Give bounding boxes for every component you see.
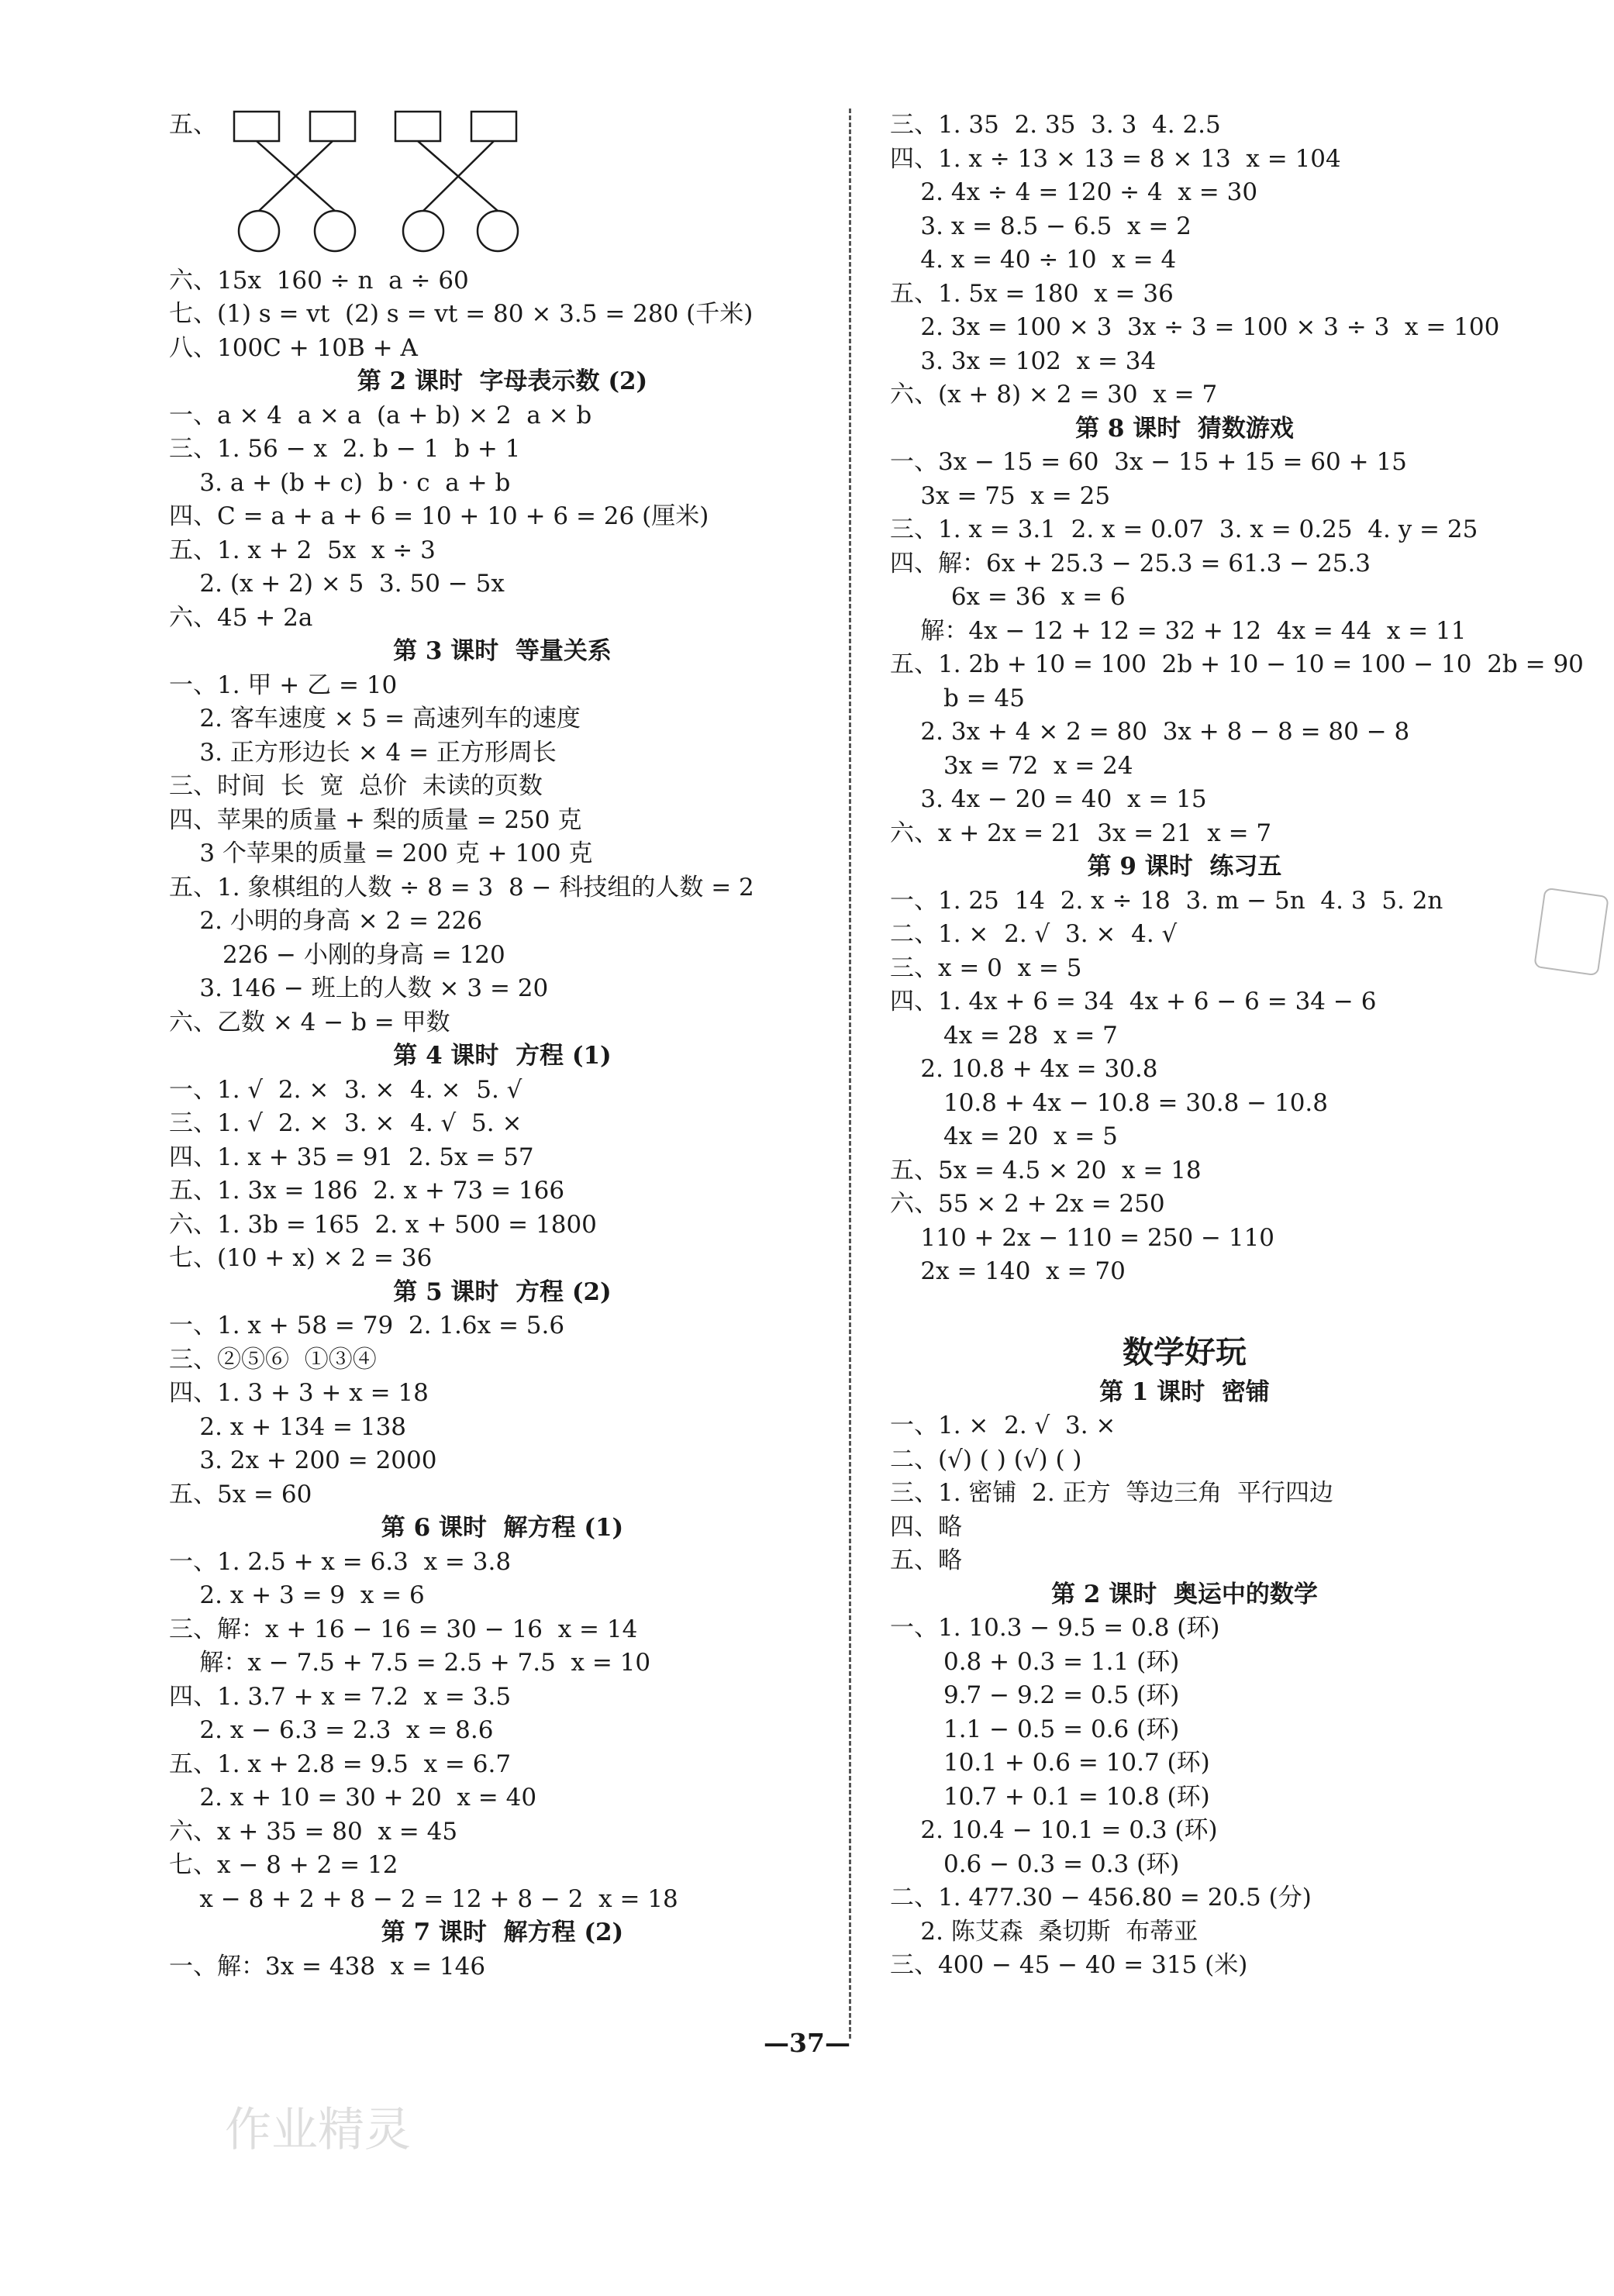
- answer-line: 四、C = a + a + 6 = 10 + 10 + 6 = 26 (厘米): [169, 502, 709, 530]
- answer-circle: [239, 211, 279, 251]
- answer-line: 五、1. x + 2 5x x ÷ 3: [169, 536, 436, 564]
- answer-line: 六、x + 2x = 21 3x = 21 x = 7: [890, 819, 1272, 847]
- answer-line: 一、1. 2.5 + x = 6.3 x = 3.8: [169, 1547, 512, 1576]
- answer-line: b = 45: [890, 684, 1025, 712]
- answer-line: 三、1. 56 − x 2. b − 1 b + 1: [169, 435, 521, 463]
- page-number: —37—: [764, 2028, 850, 2058]
- section-heading: 第 8 课时 猜数游戏: [1075, 414, 1294, 443]
- answer-circle: [315, 211, 355, 251]
- answer-line: 六、55 × 2 + 2x = 250: [890, 1190, 1165, 1218]
- answer-line: 2x = 140 x = 70: [890, 1257, 1126, 1285]
- answer-line: 3. 4x − 20 = 40 x = 15: [890, 785, 1207, 813]
- answer-line: 四、1. 3.7 + x = 7.2 x = 3.5: [169, 1682, 512, 1711]
- answer-line: 五、5x = 4.5 × 20 x = 18: [890, 1156, 1202, 1184]
- section-heading: 第 5 课时 方程 (2): [393, 1277, 612, 1306]
- answer-line: 三、x = 0 x = 5: [890, 953, 1082, 982]
- answer-line: 2. 4x ÷ 4 = 120 ÷ 4 x = 30: [890, 178, 1258, 206]
- answer-line: 2. 小明的身高 × 2 = 226: [169, 907, 483, 935]
- matching-line: [259, 141, 333, 211]
- left-column: [169, 109, 836, 1984]
- answer-circle: [478, 211, 518, 251]
- answer-line: 三、400 − 45 − 40 = 315 (米): [890, 1951, 1248, 1979]
- answer-line: 四、苹果的质量 + 梨的质量 = 250 克: [169, 805, 582, 834]
- answer-line: 2. x + 134 = 138: [169, 1412, 407, 1441]
- answer-line: 解：4x − 12 + 12 = 32 + 12 4x = 44 x = 11: [890, 616, 1467, 645]
- answer-line: 三、②⑤⑥ ①③④: [169, 1345, 377, 1374]
- answer-line: 226 − 小刚的身高 = 120: [169, 940, 505, 969]
- answer-line: 一、1. 25 14 2. x ÷ 18 3. m − 5n 4. 3 5. 2n: [890, 886, 1443, 915]
- answer-line: 一、a × 4 a × a (a + b) × 2 a × b: [169, 401, 592, 429]
- answer-line: 七、(1) s = vt (2) s = vt = 80 × 3.5 = 280 (千米): [169, 300, 754, 328]
- watermark-text: 作业精灵: [225, 2103, 411, 2157]
- answer-line: 五、5x = 60: [169, 1480, 312, 1508]
- answer-line: 六、15x 160 ÷ n a ÷ 60: [169, 266, 469, 295]
- answer-line: 2. x + 3 = 9 x = 6: [169, 1581, 425, 1609]
- answer-line: 解：x − 7.5 + 7.5 = 2.5 + 7.5 x = 10: [169, 1649, 651, 1677]
- answer-line: 3x = 75 x = 25: [890, 481, 1111, 510]
- matching-diagram-row: [169, 109, 836, 264]
- answer-line: 七、(10 + x) × 2 = 36: [169, 1244, 433, 1272]
- answer-line: 三、1. x = 3.1 2. x = 0.07 3. x = 0.25 4. y = 25: [890, 515, 1478, 543]
- answer-line: 10.7 + 0.1 = 10.8 (环): [890, 1782, 1210, 1811]
- answer-line: 五、略: [890, 1546, 962, 1574]
- answer-line: 四、解：6x + 25.3 − 25.3 = 61.3 − 25.3: [890, 549, 1371, 577]
- answer-line: 一、1. 甲 + 乙 = 10: [169, 671, 398, 699]
- answer-line: 二、1. × 2. √ 3. × 4. √: [890, 920, 1178, 948]
- answer-box: [234, 112, 279, 141]
- answer-line: 3. a + (b + c) b · c a + b: [169, 468, 511, 497]
- section-heading: 数学好玩: [1123, 1333, 1247, 1370]
- answer-line: 一、解：3x = 438 x = 146: [169, 1952, 486, 1981]
- answer-line: 三、1. 密铺 2. 正方 等边三角 平行四边: [890, 1479, 1333, 1507]
- section-heading: 第 4 课时 方程 (1): [393, 1042, 612, 1070]
- section-heading: 第 1 课时 密铺: [1099, 1377, 1270, 1406]
- answer-line: 八、100C + 10B + A: [169, 333, 418, 362]
- answer-line: 2. x + 10 = 30 + 20 x = 40: [169, 1784, 537, 1812]
- answer-line: 3. 3x = 102 x = 34: [890, 346, 1157, 375]
- answer-line: 10.8 + 4x − 10.8 = 30.8 − 10.8: [890, 1088, 1329, 1117]
- answer-line: 六、1. 3b = 165 2. x + 500 = 1800: [169, 1210, 597, 1239]
- answer-line: 一、1. √ 2. × 3. × 4. × 5. √: [169, 1075, 522, 1104]
- answer-line: 一、1. x + 58 = 79 2. 1.6x = 5.6: [169, 1312, 565, 1339]
- answer-line: 三、1. √ 2. × 3. × 4. √ 5. ×: [169, 1109, 522, 1137]
- answer-box: [395, 112, 440, 141]
- answer-line: 一、1. 10.3 − 9.5 = 0.8 (环): [890, 1614, 1220, 1642]
- section-heading: 第 7 课时 解方程 (2): [381, 1919, 624, 1946]
- answer-line: 10.1 + 0.6 = 10.7 (环): [890, 1749, 1210, 1777]
- section-heading: 第 6 课时 解方程 (1): [381, 1514, 624, 1542]
- answer-line: 0.6 − 0.3 = 0.3 (环): [890, 1850, 1180, 1878]
- answer-line: 4x = 28 x = 7: [890, 1021, 1118, 1050]
- question-label: 五、: [169, 111, 217, 139]
- answer-line: 三、解：x + 16 − 16 = 30 − 16 x = 14: [169, 1615, 638, 1643]
- answer-line: 二、(√) ( ) (√) ( ): [890, 1445, 1082, 1474]
- answer-line: 五、1. 象棋组的人数 ÷ 8 = 3 8 − 科技组的人数 = 2: [169, 873, 754, 902]
- answer-line: 四、略: [890, 1512, 962, 1541]
- answer-line: 9.7 − 9.2 = 0.5 (环): [890, 1681, 1180, 1709]
- answer-line: 六、x + 35 = 80 x = 45: [169, 1817, 458, 1846]
- answer-line: 2. (x + 2) × 5 3. 50 − 5x: [169, 570, 505, 598]
- section-heading: 第 9 课时 练习五: [1087, 853, 1282, 881]
- answer-line: 3. x = 8.5 − 6.5 x = 2: [890, 212, 1192, 240]
- answer-line: 2. 10.8 + 4x = 30.8: [890, 1055, 1158, 1083]
- answer-line: 2. 客车速度 × 5 = 高速列车的速度: [169, 705, 581, 733]
- answer-line: 六、(x + 8) × 2 = 30 x = 7: [890, 381, 1218, 409]
- answer-line: 3. 2x + 200 = 2000: [169, 1446, 437, 1474]
- answer-line: 3 个苹果的质量 = 200 克 + 100 克: [169, 839, 593, 867]
- right-column: [890, 109, 1584, 1983]
- answer-line: 2. 10.4 − 10.1 = 0.3 (环): [890, 1816, 1218, 1844]
- answer-line: 三、时间 长 宽 总价 未读的页数: [169, 772, 543, 800]
- answer-line: 四、1. x + 35 = 91 2. 5x = 57: [169, 1143, 534, 1171]
- answer-line: 110 + 2x − 110 = 250 − 110: [890, 1223, 1275, 1252]
- answer-line: 五、1. x + 2.8 = 9.5 x = 6.7: [169, 1750, 512, 1778]
- answer-line: 六、45 + 2a: [169, 603, 313, 632]
- answer-line: 五、1. 5x = 180 x = 36: [890, 279, 1174, 308]
- answer-line: 3. 正方形边长 × 4 = 正方形周长: [169, 738, 557, 767]
- watermark-stamp: [1533, 888, 1609, 977]
- answer-line: 三、1. 35 2. 35 3. 3 4. 2.5: [890, 111, 1221, 139]
- answer-line: 五、1. 3x = 186 2. x + 73 = 166: [169, 1177, 565, 1205]
- answer-line: 一、3x − 15 = 60 3x − 15 + 15 = 60 + 15: [890, 448, 1407, 476]
- answer-circle: [403, 211, 443, 251]
- answer-line: 五、1. 2b + 10 = 100 2b + 10 − 10 = 100 − 10 2b = 90: [890, 650, 1584, 678]
- answer-line: 一、1. × 2. √ 3. ×: [890, 1412, 1116, 1439]
- column-divider: [849, 109, 851, 2039]
- answer-line: 二、1. 477.30 − 456.80 = 20.5 (分): [890, 1884, 1312, 1912]
- section-heading: 第 2 课时 字母表示数 (2): [357, 367, 648, 395]
- section-heading: 第 2 课时 奥运中的数学: [1051, 1580, 1318, 1608]
- box-circle-matching-diagram: [217, 109, 527, 254]
- answer-line: 2. 3x + 4 × 2 = 80 3x + 8 − 8 = 80 − 8: [890, 718, 1410, 746]
- answer-line: 3x = 72 x = 24: [890, 751, 1133, 780]
- answer-line: 4. x = 40 ÷ 10 x = 4: [890, 246, 1177, 274]
- matching-line: [423, 141, 494, 211]
- answer-box: [471, 112, 516, 141]
- answer-line: 六、乙数 × 4 − b = 甲数: [169, 1008, 450, 1036]
- answer-line: 七、x − 8 + 2 = 12: [169, 1851, 398, 1879]
- answer-line: 0.8 + 0.3 = 1.1 (环): [890, 1647, 1180, 1676]
- answer-line: x − 8 + 2 + 8 − 2 = 12 + 8 − 2 x = 18: [169, 1884, 678, 1913]
- answer-line: 2. 陈艾森 桑切斯 布蒂亚: [890, 1917, 1198, 1946]
- answer-line: 2. 3x = 100 × 3 3x ÷ 3 = 100 × 3 ÷ 3 x = 100: [890, 313, 1500, 341]
- answer-line: 1.1 − 0.5 = 0.6 (环): [890, 1715, 1180, 1743]
- answer-line: 四、1. 4x + 6 = 34 4x + 6 − 6 = 34 − 6: [890, 988, 1377, 1015]
- answer-line: 四、1. x ÷ 13 × 13 = 8 × 13 x = 104: [890, 144, 1341, 173]
- answer-line: 2. x − 6.3 = 2.3 x = 8.6: [169, 1716, 494, 1744]
- answer-line: 3. 146 − 班上的人数 × 3 = 20: [169, 974, 549, 1002]
- answer-box: [310, 112, 355, 141]
- answer-line: 4x = 20 x = 5: [890, 1122, 1118, 1150]
- section-heading: 第 3 课时 等量关系: [393, 637, 612, 665]
- answer-line: 6x = 36 x = 6: [890, 583, 1126, 611]
- answer-line: 四、1. 3 + 3 + x = 18: [169, 1379, 429, 1407]
